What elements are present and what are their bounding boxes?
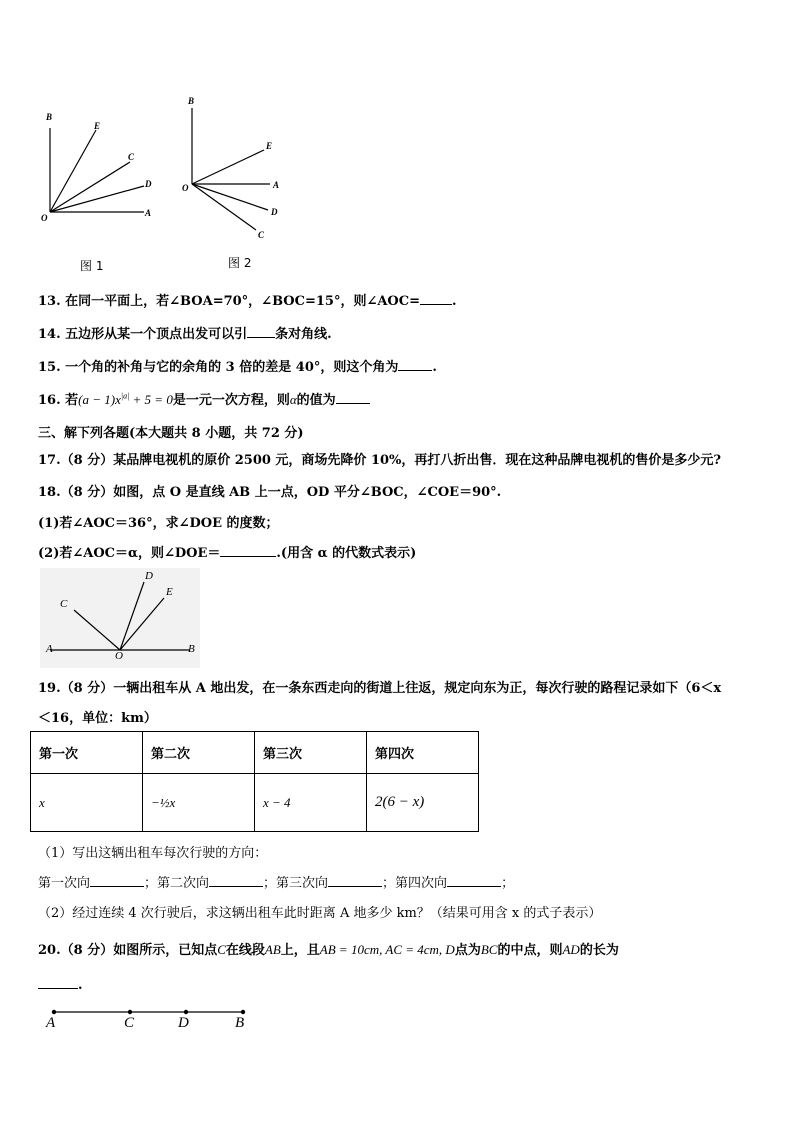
q19-dir-label: 第一次向 (38, 876, 91, 891)
q18-number: 18. (38, 485, 61, 500)
fig2-label-a: A (273, 180, 280, 190)
table-header-cell: 第四次 (367, 732, 479, 774)
question-17 (38, 449, 721, 468)
q14-text-b: 条对角线. (275, 327, 332, 342)
q20-label-b: B (235, 1015, 245, 1031)
q20-text-c: 上，且 (280, 943, 320, 958)
q18-label-o: O (115, 650, 123, 662)
q16-equation-left: (a − 1)x (78, 392, 121, 407)
q19-dir-blank-4[interactable] (447, 874, 501, 887)
q18-part-1: (1)若∠AOC＝36°，求∠DOE 的度数； (38, 516, 279, 531)
q20-label-a: A (46, 1015, 56, 1031)
question-13 (38, 290, 457, 309)
table-cell: 2(6 − x) (367, 774, 479, 832)
q19-table (30, 731, 479, 832)
q16-post: 的值为 (296, 393, 336, 408)
table-cell: x (31, 774, 143, 832)
q19-dir-label: ； (501, 876, 515, 891)
question-15 (38, 356, 437, 375)
q20-text-f: 的长为 (579, 943, 619, 958)
fig1-label-b: B (46, 112, 53, 122)
q16-equation-right: + 5 = 0 (129, 392, 173, 407)
q15-text: 一个角的补角与它的余角的 3 倍的差是 40°，则这个角为 (65, 360, 399, 375)
q20-segment-ab: AB (264, 942, 281, 957)
q14-number: 14. (38, 327, 61, 342)
q18-text: （8 分）如图，点 O 是直线 AB 上一点，OD 平分∠BOC，∠COE＝90°. (60, 485, 502, 500)
q18-label-e: E (166, 586, 173, 598)
fig1-label-a: A (145, 208, 152, 218)
q20-segment-figure (44, 1004, 254, 1020)
question-16 (38, 389, 370, 408)
q20-given: AB = 10cm, AC = 4cm, D (319, 942, 455, 957)
q16-exponent: |a| (120, 391, 130, 401)
q18-label-b: B (188, 643, 195, 655)
fig1-label-o: O (41, 213, 48, 223)
q13-text: 在同一平面上，若∠BOA=70°，∠BOC=15°，则∠AOC= (65, 294, 420, 309)
q20-label-d: D (178, 1015, 189, 1031)
fig2-label-e: E (266, 141, 273, 151)
q18-label-c: C (60, 598, 68, 610)
table-cell: x − 4 (255, 774, 367, 832)
q18-part2-a: (2)若∠AOC＝α，则∠DOE＝ (38, 546, 221, 561)
q19-part-2: （2）经过连续 4 次行驶后，求这辆出租车此时距离 A 地多少 km？（结果可用含 x 的式子表示） (38, 906, 602, 921)
table-header-row (31, 732, 479, 774)
q17-number: 17. (38, 453, 61, 468)
q15-end: . (432, 360, 437, 375)
q20-text-b: 在线段 (225, 943, 265, 958)
q19-dir-label: ；第四次向 (382, 876, 448, 891)
figure-1-caption: 图 1 (80, 259, 104, 273)
q13-end: . (452, 294, 457, 309)
fig2-label-d: D (271, 207, 278, 217)
q18-label-a: A (46, 643, 53, 655)
fig1-label-c: C (128, 152, 135, 162)
q20-label-c: C (124, 1015, 135, 1031)
q19-number: 19. (38, 681, 61, 696)
fig1-label-d: D (145, 179, 152, 189)
q19-dir-blank-2[interactable] (209, 874, 263, 887)
q19-text-line1: （8 分）一辆出租车从 A 地出发，在一条东西走向的街道上往返，规定向东为正，每次行驶的路程记录如下（6＜x (60, 681, 722, 696)
table-header-cell: 第一次 (31, 732, 143, 774)
q20-answer-line (38, 976, 83, 993)
section-3-heading: 三、解下列各题(本大题共 8 小题，共 72 分) (38, 426, 304, 441)
q17-text: （8 分）某品牌电视机的原价 2500 元，商场先降价 10%，再打八折出售．现在这种品牌电视机的售价是多少元? (60, 453, 722, 468)
q20-text-d: 点为 (454, 943, 481, 958)
q20-text-a: （8 分）如图所示，已知点 (60, 943, 218, 958)
q19-dir-label: ；第三次向 (263, 876, 329, 891)
q19-part-1: （1）写出这辆出租车每次行驶的方向： (38, 846, 268, 861)
question-14 (38, 323, 332, 342)
q20-segment-ad: AD (562, 942, 580, 957)
q15-answer-blank[interactable] (398, 358, 432, 371)
question-19 (38, 677, 721, 696)
fig1-label-e: E (94, 121, 101, 131)
q19-dir-blank-3[interactable] (328, 874, 382, 887)
q20-answer-blank[interactable] (38, 976, 78, 989)
q16-number: 16. (38, 393, 61, 408)
q18-part-2 (38, 542, 416, 561)
q20-end: . (78, 978, 83, 993)
q20-point-c: C (217, 942, 226, 957)
q20-number: 20. (38, 943, 61, 958)
q16-alpha: α (289, 392, 297, 407)
table-header-cell: 第二次 (143, 732, 255, 774)
figure-2-caption: 图 2 (228, 256, 252, 270)
q16-pre: 若 (65, 393, 79, 408)
q16-answer-blank[interactable] (336, 391, 370, 404)
q18-answer-blank[interactable] (220, 544, 276, 557)
q16-mid: 是一元一次方程，则 (172, 393, 290, 408)
q18-label-d: D (145, 570, 153, 582)
q14-answer-blank[interactable] (247, 325, 275, 338)
q20-text-e: 的中点，则 (497, 943, 563, 958)
question-18 (38, 481, 501, 500)
q13-number: 13. (38, 294, 61, 309)
q20-segment-bc: BC (480, 942, 498, 957)
table-cell: −½x (143, 774, 255, 832)
q13-answer-blank[interactable] (420, 292, 452, 305)
table-row (31, 774, 479, 832)
table-header-cell: 第三次 (255, 732, 367, 774)
question-20 (38, 939, 619, 958)
q14-text-a: 五边形从某一个顶点出发可以引 (65, 327, 248, 342)
fig2-label-b: B (188, 96, 195, 106)
q19-dir-blank-1[interactable] (90, 874, 144, 887)
fig2-label-o: O (182, 183, 189, 193)
q15-number: 15. (38, 360, 61, 375)
figure-2-diagram (180, 98, 290, 248)
q19-dir-label: ；第二次向 (144, 876, 210, 891)
fig2-label-c: C (258, 230, 265, 240)
q19-directions (38, 872, 514, 891)
q18-part2-b: .(用含 α 的代数式表示) (276, 546, 417, 561)
q19-text-line2: ＜16，单位：km） (38, 711, 157, 726)
